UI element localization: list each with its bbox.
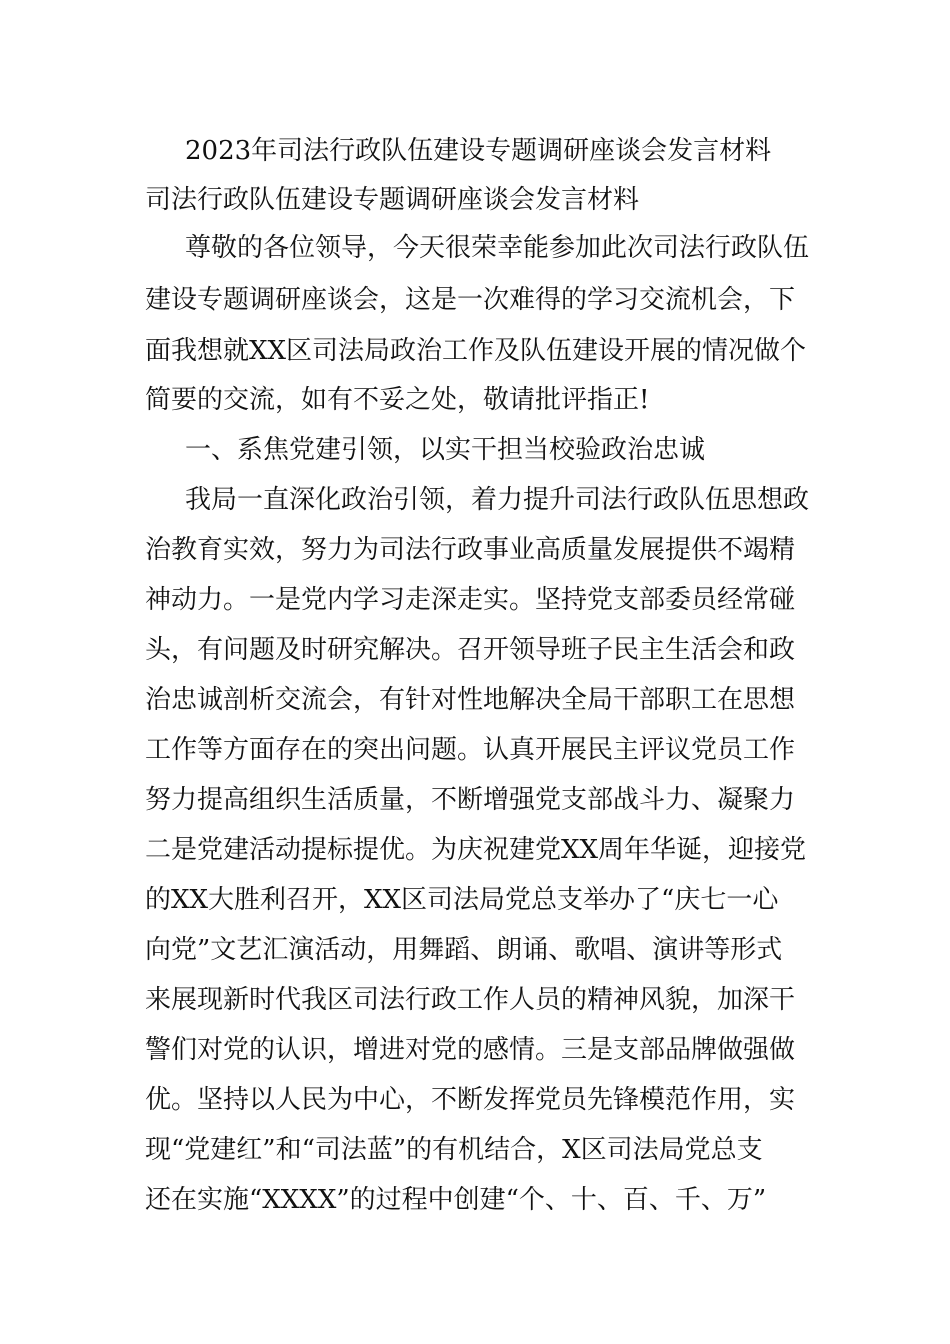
body-line: 头，有问题及时研究解决。召开领导班子民主生活会和政 bbox=[145, 635, 796, 665]
body-line: 努力提高组织生活质量，不断增强党支部战斗力、凝聚力 bbox=[145, 785, 796, 815]
body-line: 面我想就XX区司法局政治工作及队伍建设开展的情况做个 bbox=[145, 336, 807, 366]
body-line: 的XX大胜利召开，XX区司法局党总支举办了“庆七一心 bbox=[145, 885, 779, 915]
body-line: 向党”文艺汇演活动，用舞蹈、朗诵、歌唱、演讲等形式 bbox=[145, 935, 783, 965]
body-line: 警们对党的认识，增进对党的感情。三是支部品牌做强做 bbox=[145, 1035, 796, 1065]
body-line: 简要的交流，如有不妥之处，敬请批评指正! bbox=[145, 385, 650, 415]
document-title: 2023年司法行政队伍建设专题调研座谈会发言材料 bbox=[185, 136, 772, 166]
section-heading: 一、系焦党建引领，以实干担当校验政治忠诚 bbox=[185, 435, 706, 465]
body-line: 现“党建红”和“司法蓝”的有机结合，X区司法局党总支 bbox=[145, 1135, 763, 1165]
body-line: 建设专题调研座谈会，这是一次难得的学习交流机会，下 bbox=[145, 285, 796, 315]
body-line: 我局一直深化政治引领，着力提升司法行政队伍思想政 bbox=[185, 485, 810, 515]
body-line: 尊敬的各位领导，今天很荣幸能参加此次司法行政队伍 bbox=[185, 233, 810, 263]
body-line: 治教育实效，努力为司法行政事业高质量发展提供不竭精 bbox=[145, 535, 796, 565]
body-line: 还在实施“XXXX”的过程中创建“个、十、百、千、万” bbox=[145, 1185, 767, 1215]
body-line: 神动力。一是党内学习走深走实。坚持党支部委员经常碰 bbox=[145, 585, 796, 615]
body-line: 工作等方面存在的突出问题。认真开展民主评议党员工作 bbox=[145, 735, 796, 765]
body-line: 二是党建活动提标提优。为庆祝建党XX周年华诞，迎接党 bbox=[145, 835, 807, 865]
body-line: 来展现新时代我区司法行政工作人员的精神风貌，加深干 bbox=[145, 985, 796, 1015]
body-line: 优。坚持以人民为中心，不断发挥党员先锋模范作用，实 bbox=[145, 1085, 796, 1115]
body-line: 治忠诚剖析交流会，有针对性地解决全局干部职工在思想 bbox=[145, 685, 796, 715]
document-subtitle: 司法行政队伍建设专题调研座谈会发言材料 bbox=[145, 185, 640, 215]
